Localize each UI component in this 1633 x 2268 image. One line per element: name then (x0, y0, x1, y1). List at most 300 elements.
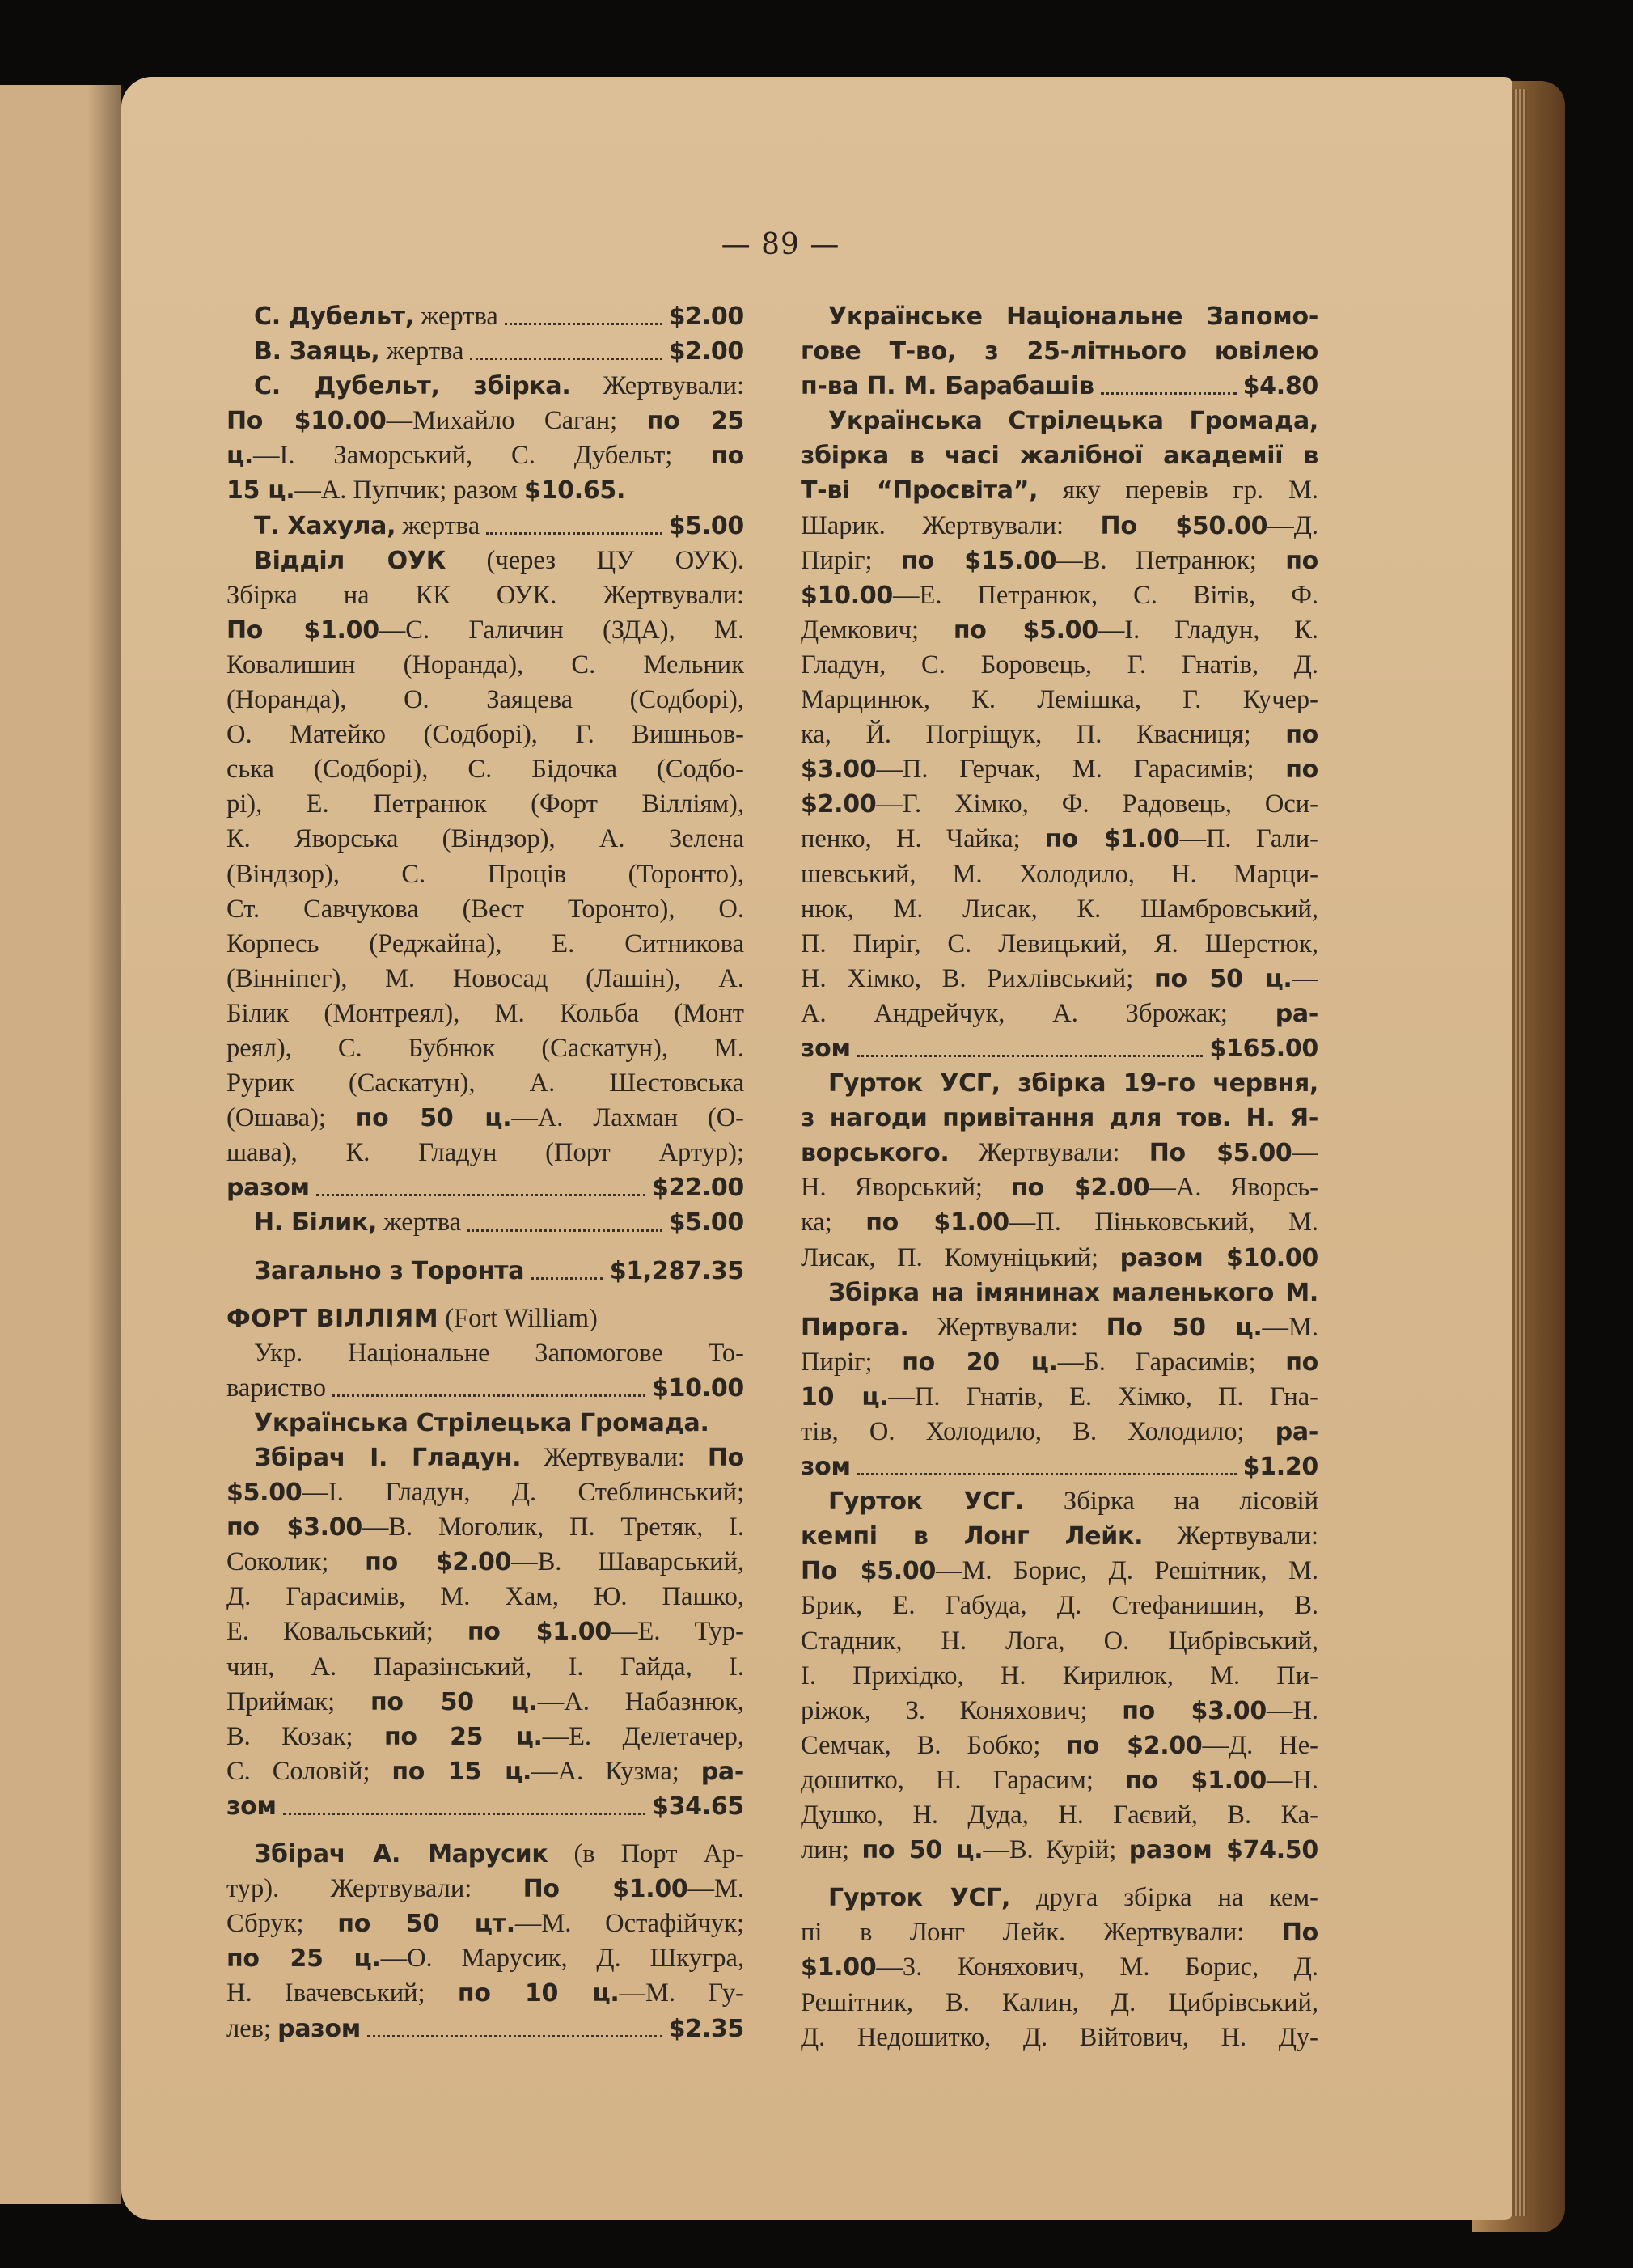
text-line (226, 404, 744, 438)
section-heading: ФОРТ ВІЛЛІЯМ (226, 1304, 439, 1333)
bold-text: по (1285, 721, 1318, 750)
text: В. Козак; (226, 1721, 384, 1751)
text: —М. Гу- (619, 1978, 744, 2008)
text: рі), Е. Петранюк (Форт Вілліям), (226, 789, 744, 819)
entry-name: зом (801, 1034, 851, 1063)
entry-note: жертва (396, 510, 480, 540)
text-line (226, 996, 744, 1031)
left-text-column (226, 299, 744, 2046)
text-line (226, 1789, 744, 1824)
text-line (226, 334, 744, 369)
amount: $5.00 (668, 1208, 744, 1238)
bold-text: Українське Національне Запомо- (828, 303, 1318, 331)
text: —М. Остафійчук; (514, 1909, 744, 1939)
text: Д. Недошитко, Д. Війтович, Н. Ду- (801, 2022, 1318, 2052)
text: Ковалишин (Норанда), С. Мельник (226, 650, 744, 679)
text-line (226, 1371, 744, 1406)
text-line (801, 1484, 1318, 1519)
bold-text: по $3.00 (226, 1513, 362, 1542)
text-line (226, 1754, 744, 1789)
text-line (801, 1589, 1318, 1623)
text: —В. Шаварський, (511, 1547, 744, 1577)
text: —Н. (1266, 1695, 1318, 1725)
text: ріжок, З. Коняхович; (801, 1695, 1123, 1725)
text-line (226, 1205, 744, 1240)
leader-label (801, 1449, 851, 1484)
bold-text: По $10.00 (226, 407, 387, 436)
entry-name: зом (801, 1453, 851, 1482)
dot-leader (505, 299, 662, 325)
text: —Д. Не- (1202, 1730, 1318, 1760)
bold-text: Гурток УСГ, збірка 19-го червня, (828, 1069, 1318, 1098)
bold-text: ра- (700, 1757, 744, 1786)
bold-text: Відділ ОУК (254, 546, 446, 575)
amount: $2.35 (668, 2014, 744, 2043)
entry-name: зом (226, 1792, 277, 1821)
dot-leader (332, 1371, 645, 1397)
text-line (226, 1170, 744, 1205)
bold-text: ра- (1275, 1418, 1318, 1446)
text-line (801, 1170, 1318, 1205)
bold-text: По (1281, 1919, 1318, 1948)
bold-text: по $5.00 (953, 616, 1098, 645)
text: нюк, М. Лисак, К. Шамбровський, (801, 894, 1318, 924)
leader-label (254, 509, 480, 544)
right-text-column (801, 299, 1318, 2055)
text: —А. Лахман (О- (511, 1103, 744, 1133)
bold-text: По $50.00 (1100, 511, 1268, 540)
amount: $10.00 (652, 1373, 744, 1403)
bold-text: По $1.00 (226, 616, 379, 645)
text-line (801, 2020, 1318, 2055)
text: Збірка на лісовій (1024, 1487, 1318, 1517)
text: Ст. Савчукова (Вест Торонто), О. (226, 894, 744, 924)
text-line (226, 1475, 744, 1510)
text-line (801, 1205, 1318, 1240)
text: —А. Кузма; (531, 1756, 701, 1786)
text: Гладун, С. Боровець, Г. Гнатів, Д. (801, 650, 1318, 679)
text: Н. Яворський; (801, 1173, 1012, 1203)
text: —І. Гладун, Д. Стеблинський; (302, 1478, 744, 1508)
text: яку перевів гр. М. (1038, 476, 1318, 506)
bold-text: По $1.00 (522, 1875, 688, 1904)
text-line (226, 1650, 744, 1685)
amount: $5.00 (668, 511, 744, 540)
text: шевський, М. Холодило, Н. Марци- (801, 859, 1318, 889)
text: Жертвували: (949, 1138, 1149, 1168)
text: —А. Набазнюк, (537, 1686, 744, 1716)
text: —Михайло Саган; (386, 406, 647, 436)
entry-name: лев; (226, 2013, 278, 2043)
bold-text: по 50 ц. (1154, 964, 1292, 993)
bold-text: по 10 ц. (457, 1979, 620, 2008)
bold-text: ра- (1275, 999, 1318, 1028)
text: Приймак; (226, 1686, 370, 1716)
text-line (801, 1310, 1318, 1345)
text-line (801, 613, 1318, 648)
text: Демкович; (801, 615, 954, 645)
bold-text: Збірач І. Гладун. (254, 1444, 522, 1472)
text-line (801, 1694, 1318, 1729)
text-line (801, 334, 1318, 369)
text-line (801, 683, 1318, 717)
text: —І. Гладун, К. (1098, 615, 1318, 645)
leader-label (254, 1205, 461, 1240)
text: Душко, Н. Дуда, Н. Гаєвий, В. Ка- (801, 1800, 1318, 1830)
dot-leader (470, 334, 662, 360)
text-line (801, 404, 1318, 438)
text: Пиріг; (801, 545, 902, 575)
text: — (1292, 963, 1318, 993)
leader-label (801, 1031, 851, 1066)
text-line (226, 648, 744, 683)
bold-text: ворського. (801, 1139, 950, 1168)
dot-leader (857, 1449, 1237, 1475)
text: дошитко, Н. Гарасим; (801, 1765, 1125, 1795)
bold-text: разом $10.00 (1119, 1243, 1318, 1272)
text: (Норанда), О. Заяцева (Содборі), (226, 685, 744, 715)
amount: $4.80 (1242, 372, 1318, 401)
text-line (801, 1950, 1318, 1985)
text: П. Пиріг, С. Левицький, Я. Шерстюк, (801, 929, 1318, 958)
text-line (801, 1624, 1318, 1659)
text: друга збірка на кем- (1010, 1883, 1318, 1913)
text-line (801, 1798, 1318, 1833)
text: Шарик. Жертвували: (801, 510, 1101, 540)
text: —П. Герчак, М. Гарасимів; (876, 755, 1286, 785)
text-line (801, 787, 1318, 822)
text-line (226, 438, 744, 473)
text: К. Яворська (Віндзор), А. Зелена (226, 824, 744, 854)
entry-note: жертва (379, 336, 464, 366)
text-line (801, 1881, 1318, 1915)
text-line (226, 822, 744, 857)
text: Сбрук; (226, 1909, 338, 1939)
text: чин, А. Паразінський, І. Гайда, І. (226, 1652, 744, 1682)
bold-text: Т-ві “Просвіта”, (801, 476, 1039, 506)
dot-leader (857, 1031, 1204, 1057)
bold-text: збірка в часі жалібної академії в (801, 442, 1318, 471)
text: —Е. Петранюк, С. Вітів, Ф. (892, 580, 1318, 610)
bold-text: по $1.00 (865, 1208, 1009, 1238)
text: (Fort William) (438, 1303, 598, 1333)
text: —А. Яворсь- (1149, 1173, 1318, 1203)
text-line (801, 752, 1318, 787)
bold-text: по 50 ц. (355, 1104, 512, 1133)
leader-label (801, 369, 1094, 404)
text-line (801, 1136, 1318, 1170)
text-line (226, 1066, 744, 1101)
text: —Г. Хімко, Ф. Радовець, Оси- (876, 789, 1318, 819)
bold-text: По $5.00 (801, 1557, 937, 1586)
text-line (801, 1449, 1318, 1484)
leader-label (226, 1371, 326, 1406)
text: —Б. Гарасимів; (1057, 1347, 1286, 1377)
bold-text: Гурток УСГ, (828, 1884, 1011, 1913)
entry-name: С. Дубельт, (254, 303, 414, 331)
entry-name: Загально з Торонта (254, 1256, 525, 1285)
bold-text: По $5.00 (1149, 1139, 1292, 1168)
text-line (801, 962, 1318, 996)
page-number: — 89 — (721, 228, 840, 261)
bold-text: разом $74.50 (1128, 1836, 1318, 1865)
leader-label (254, 1254, 524, 1288)
text: —З. Коняхович, М. Борис, Д. (876, 1953, 1318, 1982)
leader-label (226, 1789, 277, 1824)
text: Соколик; (226, 1547, 366, 1577)
bold-text: гове Т-во, з 25-літнього ювілею (801, 337, 1318, 366)
bold-text: по 50 ц. (370, 1687, 538, 1716)
text-line (801, 822, 1318, 857)
text-line (226, 1510, 744, 1545)
text: ка; (801, 1208, 866, 1238)
bold-text: 15 ц. (226, 476, 295, 506)
leader-label (254, 299, 498, 334)
text-line (226, 1614, 744, 1649)
bold-text: по 25 ц. (383, 1722, 543, 1751)
text-line (801, 1241, 1318, 1276)
dot-leader (1101, 369, 1237, 395)
text: Жертвували: (908, 1312, 1106, 1342)
text: (Ошава); (226, 1103, 356, 1133)
bold-text: з нагоди привітання для тов. Н. Я- (801, 1104, 1318, 1133)
text: —Е. Тур- (611, 1617, 744, 1647)
text: Е. Ковальський; (226, 1617, 467, 1647)
text: Жертвували: (521, 1443, 708, 1472)
text-line (226, 613, 744, 648)
text: —П. Гнатів, Е. Хімко, П. Гна- (888, 1382, 1318, 1411)
text: —П. Гали- (1179, 824, 1318, 854)
text-line (801, 578, 1318, 613)
dot-leader (486, 509, 662, 535)
text-line (226, 717, 744, 752)
text-line (226, 1872, 744, 1906)
amount: $165.00 (1209, 1034, 1318, 1063)
text-line (801, 648, 1318, 683)
text: Решітник, В. Калин, Д. Цибрівський, (801, 1987, 1318, 2017)
text: Марцинюк, К. Лемішка, Г. Кучер- (801, 685, 1318, 715)
dot-leader (316, 1170, 645, 1196)
text-line (801, 1729, 1318, 1763)
bold-text: по 15 ц. (391, 1757, 532, 1786)
text-line (801, 1833, 1318, 1868)
text: —В. Курій; (983, 1835, 1129, 1865)
text: (Віндзор), С. Проців (Торонто), (226, 859, 744, 889)
bold-text: По 50 ц. (1106, 1313, 1263, 1342)
text-line (226, 1837, 744, 1872)
bold-text: Гурток УСГ. (828, 1487, 1025, 1517)
text: лин; (801, 1835, 862, 1865)
text: —Д. (1267, 510, 1318, 540)
text: С. Соловій; (226, 1756, 392, 1786)
text-line (226, 509, 744, 544)
text-line (801, 509, 1318, 544)
text-line (226, 1031, 744, 1066)
text: Стадник, Н. Лога, О. Цибрівський, (801, 1626, 1318, 1656)
text: —М. (1262, 1312, 1318, 1342)
text-line (226, 2012, 744, 2046)
text: —О. Марусик, Д. Шкугра, (380, 1944, 744, 1974)
leader-label (254, 334, 463, 369)
text: Рурик (Саскатун), А. Шестовська (226, 1068, 744, 1098)
dot-leader (531, 1254, 603, 1280)
entry-name: разом (226, 1174, 310, 1203)
bold-text: по $2.00 (365, 1548, 512, 1577)
bold-text: Пирога. (801, 1313, 909, 1342)
text: —М. Борис, Д. Решітник, М. (936, 1556, 1318, 1586)
text-line (226, 1941, 744, 1976)
text: —Н. (1266, 1765, 1318, 1795)
bold-text: по (1285, 1348, 1318, 1377)
text-line (801, 1763, 1318, 1798)
bold-text: кемпі в Лонг Лейк. (801, 1522, 1144, 1551)
bold-text: по (1285, 755, 1318, 785)
text: Д. Гарасимів, М. Хам, Ю. Пашко, (226, 1582, 744, 1612)
amount: $34.65 (652, 1792, 744, 1821)
text-line (226, 787, 744, 822)
text: Корпесь (Реджайна), Е. Ситникова (226, 929, 744, 958)
entry-name: Т. Хахула, (254, 511, 396, 540)
text: Лисак, П. Комуніцький; (801, 1242, 1120, 1272)
text-line (801, 927, 1318, 962)
text-line (226, 1685, 744, 1720)
text-line (801, 1915, 1318, 1950)
text: пі в Лонг Лейк. Жертвували: (801, 1918, 1282, 1948)
bold-text: по 50 цт. (337, 1910, 515, 1939)
text: Пиріг; (801, 1347, 903, 1377)
amount: $1,287.35 (609, 1256, 744, 1285)
entry-name: п-ва П. М. Барабашів (801, 372, 1094, 401)
bold-text: $5.00 (226, 1479, 302, 1508)
bold-text: по $3.00 (1122, 1696, 1267, 1725)
text-line (226, 1254, 744, 1288)
bold-text: по 20 ц. (902, 1348, 1058, 1377)
text: —В. Петранюк; (1056, 545, 1286, 575)
text: (в Порт Ар- (548, 1839, 744, 1869)
text: А. Андрейчук, А. Зброжак; (801, 998, 1276, 1028)
text-line (801, 1986, 1318, 2020)
text-line (801, 1276, 1318, 1310)
text-line (226, 1906, 744, 1941)
bold-text: по $15.00 (901, 546, 1057, 575)
text-line (226, 1720, 744, 1754)
bold-text: по 25 ц. (226, 1944, 381, 1974)
leader-label (226, 1170, 310, 1205)
bold-text: ц. (226, 442, 254, 471)
bold-text: по $1.00 (1044, 825, 1180, 854)
text: О. Матейко (Содборі), Г. Вишньов- (226, 720, 744, 750)
text-line (226, 1545, 744, 1580)
text: Білик (Монтреял), М. Кольба (Монт (226, 998, 744, 1028)
text-line (226, 1101, 744, 1136)
text-line (801, 857, 1318, 892)
bold-text: $10.00 (801, 581, 893, 610)
dot-leader (283, 1789, 645, 1815)
text-line (801, 1031, 1318, 1066)
text-line (801, 299, 1318, 334)
text: Жертвували: (570, 371, 744, 401)
text-line (226, 1136, 744, 1170)
text: —Е. Делетачер, (542, 1721, 744, 1751)
text-line (226, 962, 744, 996)
text-line (801, 544, 1318, 578)
text: —А. Пупчик; разом (294, 476, 524, 506)
text-line (226, 1336, 744, 1371)
text-line (226, 683, 744, 717)
bold-text: Збірач А. Марусик (254, 1840, 548, 1869)
amount: $2.00 (668, 303, 744, 331)
entry-note: жертва (413, 302, 498, 331)
bold-text: по $2.00 (1011, 1174, 1150, 1203)
text: Збірка на КК ОУК. Жертвували: (226, 580, 744, 610)
text: Н. Хімко, В. Рихлівський; (801, 963, 1155, 993)
bold-text: по $1.00 (1124, 1766, 1267, 1795)
bold-text: $3.00 (801, 755, 877, 785)
text-line (226, 1580, 744, 1614)
text: (Вінніпег), М. Новосад (Лашін), А. (226, 963, 744, 993)
amount: $2.00 (668, 337, 744, 366)
text: (через ЦУ ОУК). (445, 545, 744, 575)
text: тів, О. Холодило, В. Холодило; (801, 1417, 1276, 1446)
bold-text: Українська Стрілецька Громада, (828, 407, 1318, 436)
text-line (801, 1101, 1318, 1136)
text-line (226, 892, 744, 927)
text-line (801, 1554, 1318, 1589)
text-line (801, 996, 1318, 1031)
dot-leader (367, 2012, 662, 2037)
text-line (226, 1976, 744, 2011)
text-line (226, 752, 744, 787)
text: —І. Заморський, С. Дубельт; (253, 441, 712, 471)
text-line (226, 299, 744, 334)
text: —С. Галичин (ЗДА), М. (379, 615, 744, 645)
text: реял), С. Бубнюк (Саскатун), М. (226, 1033, 744, 1063)
text: —П. Піньковський, М. (1009, 1208, 1318, 1238)
bold-text: по (711, 442, 744, 471)
leader-label (226, 2012, 361, 2046)
text-line (226, 927, 744, 962)
text-line (801, 473, 1318, 508)
bold-text: $2.00 (801, 790, 877, 819)
text: пенко, Н. Чайка; (801, 824, 1045, 854)
text-line (226, 544, 744, 578)
bold-text: по (1285, 546, 1318, 575)
entry-name: вариство (226, 1373, 326, 1403)
text: Жертвували: (1143, 1521, 1318, 1551)
text: Брик, Е. Габуда, Д. Стефанишин, В. (801, 1591, 1318, 1621)
text: ська (Содборі), С. Бідочка (Содбо- (226, 755, 744, 785)
text-line (801, 1345, 1318, 1380)
bold-text: С. Дубельт, збірка. (254, 372, 571, 401)
text-line (226, 1406, 744, 1441)
text: —М. (687, 1874, 744, 1904)
text: ка, Й. Погріщук, П. Квасниця; (801, 720, 1286, 750)
text: Укр. Національне Запомогове То- (254, 1338, 744, 1368)
bold-text: $1.00 (801, 1953, 877, 1982)
bold-text: По (707, 1444, 744, 1472)
bold-text: по 25 (646, 407, 744, 436)
text-line (226, 1441, 744, 1475)
text-line (801, 1066, 1318, 1101)
entry-note: жертва (377, 1208, 462, 1238)
amount: $22.00 (652, 1174, 744, 1203)
text-line (226, 1301, 744, 1336)
text: Семчак, В. Бобко; (801, 1730, 1067, 1760)
bold-text: по $1.00 (467, 1618, 611, 1647)
bold-text: по $2.00 (1066, 1731, 1203, 1760)
entry-note: разом (277, 2014, 361, 2043)
text: — (1292, 1138, 1318, 1168)
